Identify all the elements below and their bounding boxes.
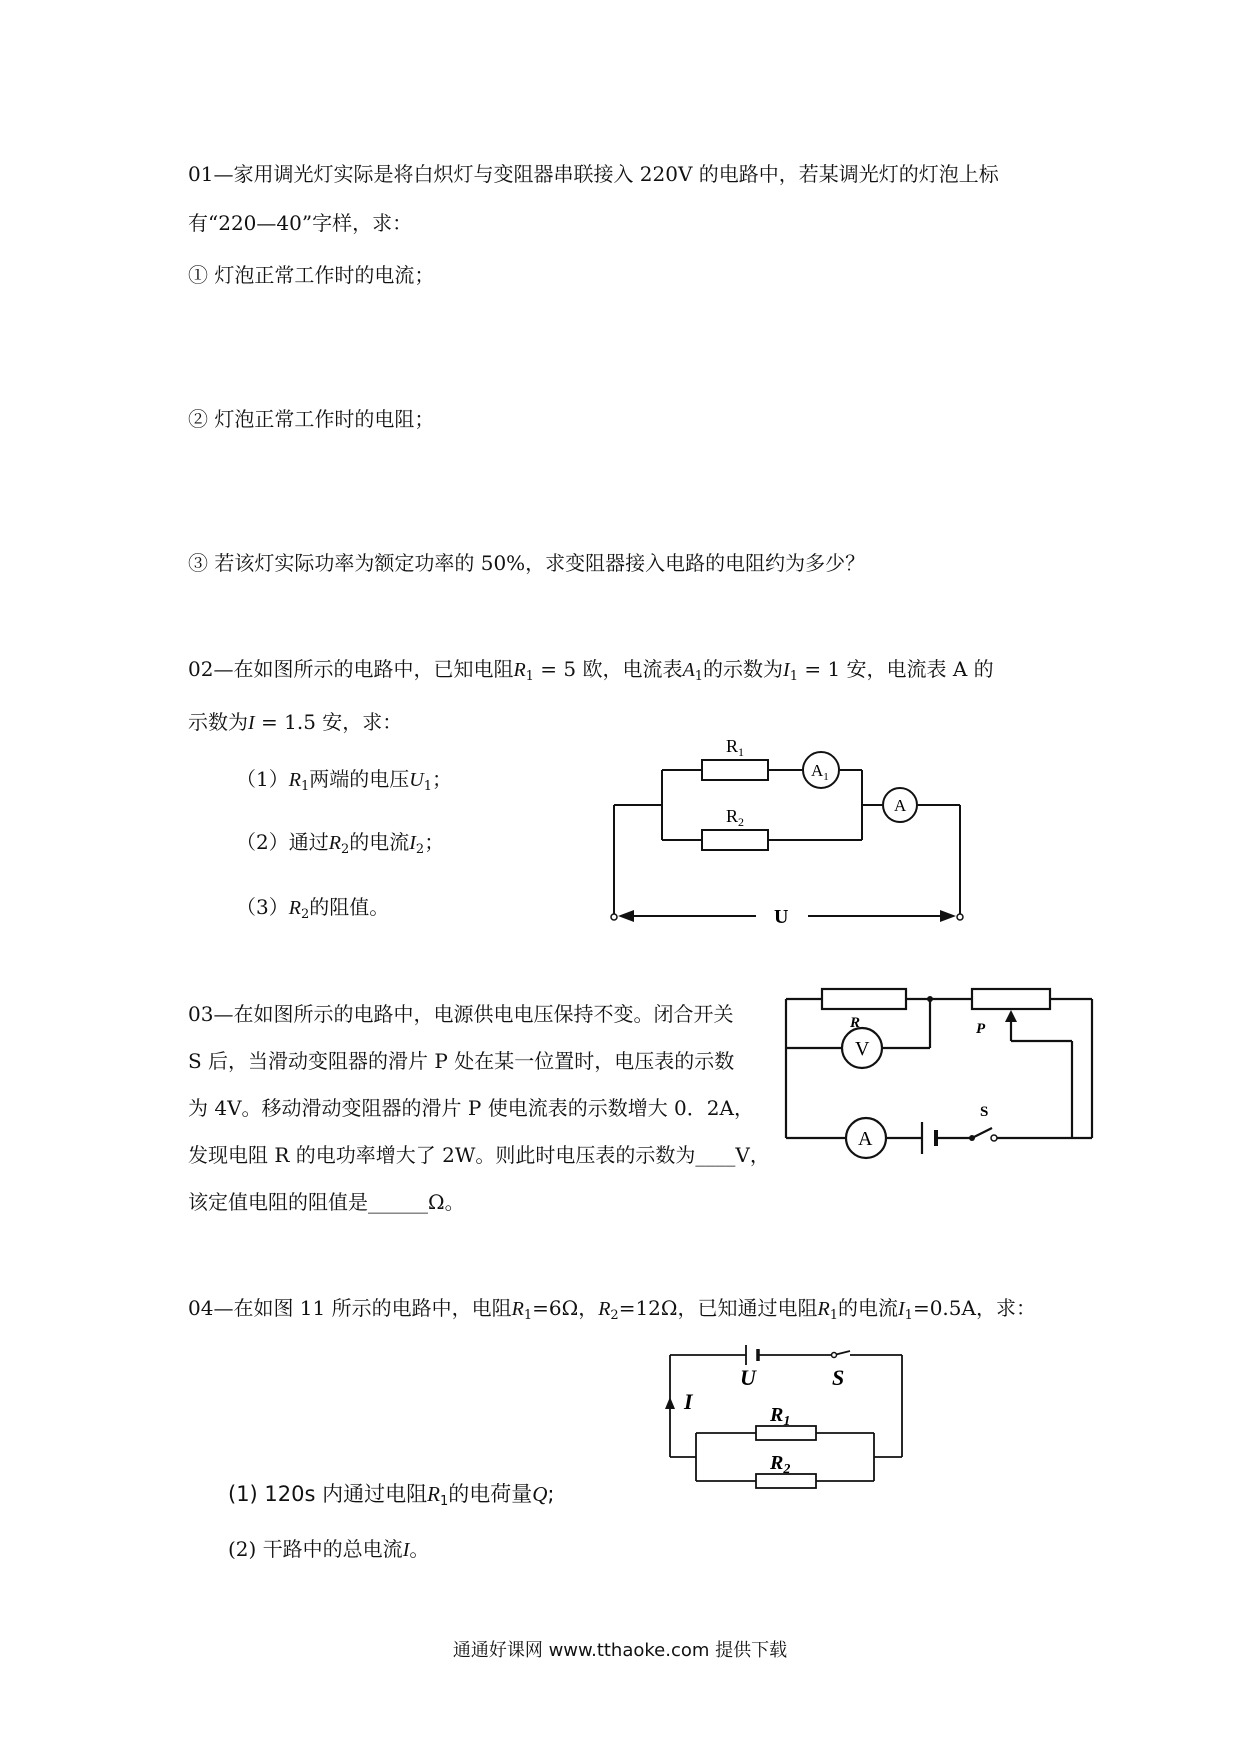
q2-circuit-diagram	[600, 700, 980, 970]
q2-line2	[188, 708, 402, 737]
q2-intro	[188, 655, 994, 691]
q2-r1-sub: 1	[525, 669, 534, 684]
q3-label-v: V	[855, 1038, 870, 1060]
q4-part2	[228, 1535, 429, 1564]
q4-p2-i-symbol: I	[402, 1539, 410, 1561]
q2-p1-r-symbol: R	[288, 769, 301, 791]
q3-rheostat	[972, 989, 1050, 1009]
q4-switch-contact	[832, 1353, 837, 1358]
q2-resistor-r1	[702, 760, 768, 780]
q4-p1-r-sub: 1	[439, 1494, 449, 1509]
q4-current-arrow	[665, 1397, 675, 1409]
q2-i1-symbol: I	[783, 659, 790, 681]
q2-p2-end: ；	[424, 830, 445, 854]
q4-p1-end: ;	[547, 1482, 555, 1506]
q2-i-symbol: I	[248, 712, 255, 734]
q1-part2: ② 灯泡正常工作时的电阻；	[188, 407, 435, 431]
svg-text:R1	[726, 736, 744, 759]
q2-label-a: A	[894, 796, 907, 815]
q2-part1	[236, 765, 452, 801]
q3-resistor-r	[822, 989, 906, 1009]
svg-text:R2	[726, 806, 744, 829]
q4-p1-q-symbol: Q	[532, 1482, 548, 1506]
q2-p3-text: 的阻值。	[309, 895, 390, 919]
q2-part2	[236, 828, 444, 864]
q2-terminal-right	[957, 914, 963, 920]
q3-label-r: R	[850, 1015, 861, 1031]
q2-a1-symbol: A	[682, 659, 695, 681]
q4-p1-b: 的电荷量	[448, 1482, 533, 1506]
q2-label-u: U	[774, 906, 789, 928]
q2-p2-i-symbol: I	[409, 832, 416, 854]
q2-p3-r-sub: 2	[300, 907, 310, 922]
q2-intro-c: = 1 安，电流表 A 的	[797, 657, 994, 681]
q2-terminal-left	[611, 914, 617, 920]
q2-p2-r-sub: 2	[340, 842, 350, 857]
q3-label-a: A	[858, 1128, 873, 1150]
q2-line2-b: = 1.5 安，求：	[254, 710, 403, 734]
q3-label-s: S	[980, 1104, 989, 1120]
q2-p2-label: （2）通过	[236, 830, 329, 854]
q1-part1: ① 灯泡正常工作时的电流；	[188, 263, 435, 287]
q4-label-i: I	[684, 1389, 693, 1414]
q3-line4: 发现电阻 R 的电功率增大了 2W。则此时电压表的示数为____V，	[188, 1143, 770, 1167]
q4-i1-sub: 1	[904, 1308, 913, 1323]
q3-line1: 03—在如图所示的电路中，电源供电电压保持不变。闭合开关	[188, 1002, 734, 1026]
q2-p1-r-sub: 1	[300, 779, 310, 794]
q2-line2-a: 示数为	[188, 710, 248, 734]
q4-r1-sub: 1	[523, 1308, 533, 1323]
q4-p2-a: (2) 干路中的总电流	[228, 1537, 403, 1561]
q2-label-a1: A	[811, 761, 824, 780]
q3-label-p: P	[976, 1021, 986, 1037]
q2-label-r2: R	[726, 806, 739, 826]
q3-switch-contact-right	[991, 1135, 997, 1141]
q2-label-r1: R	[726, 736, 739, 756]
q4-r2-sub: 2	[610, 1308, 619, 1323]
q4-r2-value: =12Ω，已知通过电阻	[618, 1296, 818, 1320]
q4-p1-a: (1) 120s 内通过电阻	[228, 1482, 428, 1506]
q4-r1b-symbol: R	[817, 1298, 830, 1320]
q2-p3-r-symbol: R	[288, 897, 301, 919]
q4-label-r2: R	[770, 1452, 784, 1474]
q2-p2-text: 的电流	[349, 830, 410, 854]
q2-r1-value: = 5 欧，电流表	[533, 657, 683, 681]
q4-label-r1: R	[770, 1404, 784, 1426]
q2-resistor-r2	[702, 830, 768, 850]
page-footer: 通通好课网 www.tthaoke.com 提供下载	[452, 1640, 788, 1661]
svg-text:R1	[769, 1404, 790, 1429]
q4-intro-c: =0.5A，求：	[912, 1296, 1036, 1320]
q4-label-u: U	[740, 1365, 756, 1390]
q2-p1-text: 两端的电压	[309, 767, 410, 791]
q1-line2: 有“220—40”字样，求：	[188, 211, 413, 235]
q4-label-r1-sub: 1	[783, 1414, 791, 1429]
q2-label-r1-sub: 1	[738, 745, 745, 759]
q1-line1: 01—家用调光灯实际是将白炽灯与变阻器串联接入 220V 的电路中，若某调光灯的灯泡上标	[188, 162, 999, 186]
q2-arrow-right	[940, 910, 956, 922]
q4-label-r2-sub: 2	[783, 1462, 791, 1477]
q3-line2: S 后，当滑动变阻器的滑片 P 处在某一位置时，电压表的示数	[188, 1049, 735, 1073]
q4-p1-r-symbol: R	[427, 1482, 440, 1506]
q2-p2-r-symbol: R	[328, 832, 341, 854]
q4-part1	[228, 1480, 554, 1516]
q1-part3: ③ 若该灯实际功率为额定功率的 50%，求变阻器接入电路的电阻约为多少？	[188, 551, 866, 575]
q2-p1-label: （1）	[236, 767, 289, 791]
q3-circuit-diagram	[780, 985, 1100, 1170]
q4-r1-value: =6Ω，	[532, 1296, 599, 1320]
q3-junction	[927, 996, 933, 1002]
q3-switch-contact-left	[969, 1135, 975, 1141]
q2-r1-symbol: R	[513, 659, 526, 681]
q4-intro-a: 04—在如图 11 所示的电路中，电阻	[188, 1296, 512, 1320]
q2-label-a1-sub: 1	[823, 771, 829, 783]
q2-label-r2-sub: 2	[738, 815, 745, 829]
q2-arrow-left	[618, 910, 634, 922]
q2-p1-u-sub: 1	[423, 779, 432, 794]
q4-r2-symbol: R	[598, 1298, 611, 1320]
q2-p1-u-symbol: U	[409, 769, 424, 791]
q3-line3: 为 4V。移动滑动变阻器的滑片 P 使电流表的示数增大 0．2A，	[188, 1096, 754, 1120]
q2-p1-end: ；	[431, 767, 452, 791]
q2-part3	[236, 893, 389, 929]
q2-i1-sub: 1	[789, 669, 798, 684]
q3-line5: 该定值电阻的阻值是______Ω。	[188, 1190, 465, 1214]
q4-r1b-sub: 1	[829, 1308, 838, 1323]
q2-p2-i-sub: 2	[415, 842, 425, 857]
q4-intro	[188, 1294, 1036, 1330]
q4-label-s: S	[832, 1365, 845, 1390]
q3-slider-arrow	[1005, 1010, 1017, 1022]
q2-intro-b: 的示数为	[703, 657, 784, 681]
svg-text:R2	[769, 1452, 790, 1477]
q4-intro-b: 的电流	[838, 1296, 898, 1320]
q4-i1-symbol: I	[898, 1298, 905, 1320]
q4-p2-end: 。	[409, 1537, 430, 1561]
q2-intro-a: 02—在如图所示的电路中，已知电阻	[188, 657, 514, 681]
q2-p3-label: （3）	[236, 895, 289, 919]
q4-circuit-diagram	[660, 1345, 920, 1505]
q2-a1-sub: 1	[694, 669, 704, 684]
q4-r1-symbol: R	[511, 1298, 524, 1320]
